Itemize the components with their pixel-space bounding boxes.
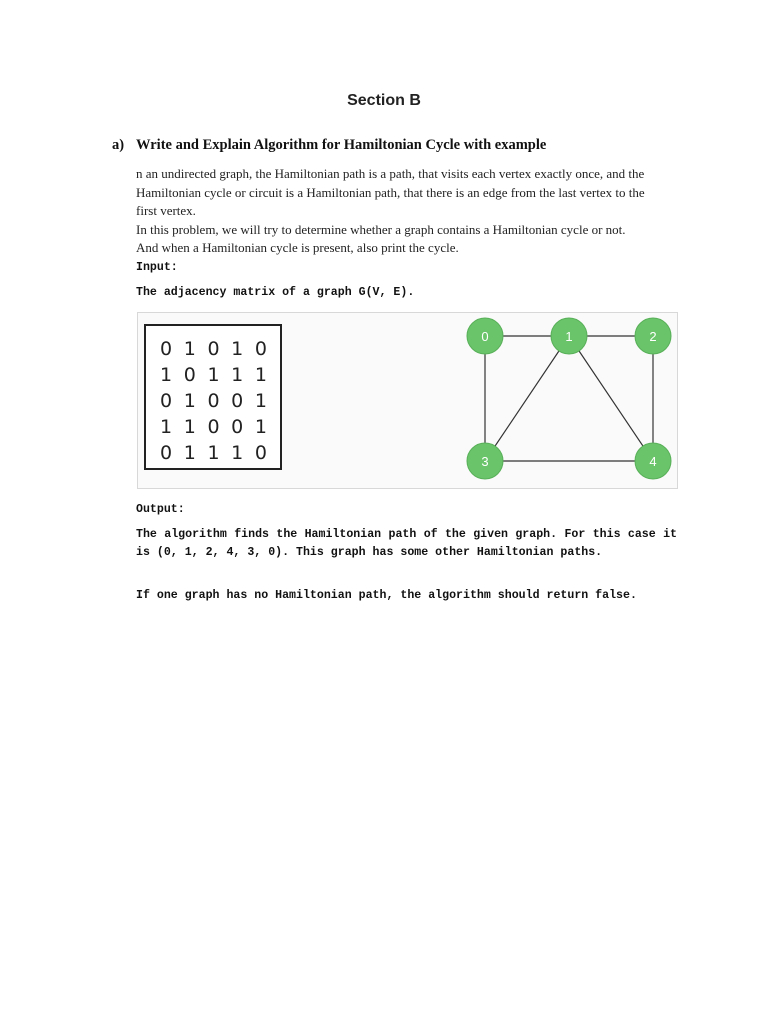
graph-node-1 (551, 318, 587, 354)
output-text-2: If one graph has no Hamiltonian path, the algorithm should return false. (136, 589, 637, 602)
intro-line: And when a Hamiltonian cycle is present, also print the cycle. (136, 240, 459, 255)
matrix-cell: 0 (231, 390, 244, 412)
matrix-cell: 1 (254, 390, 267, 412)
matrix-cell: 1 (160, 416, 173, 438)
section-title: Section B (347, 92, 421, 109)
matrix-cell: 0 (183, 364, 196, 386)
matrix-cell: 1 (207, 364, 220, 386)
matrix-cell: 0 (254, 442, 267, 464)
edge-1-4 (569, 336, 653, 461)
matrix-cell: 1 (254, 416, 267, 438)
node-2-label: 2 (649, 329, 657, 344)
edge-1-3 (485, 336, 569, 461)
matrix-cell: 1 (231, 338, 244, 360)
output-label: Output: (136, 503, 185, 516)
graph-edges (485, 336, 653, 461)
matrix-cell: 1 (183, 390, 196, 412)
matrix-cell: 1 (254, 364, 267, 386)
matrix-cell: 0 (207, 338, 220, 360)
graph-node-0 (467, 318, 503, 354)
matrix-cell: 0 (207, 390, 220, 412)
matrix-cell: 0 (160, 442, 173, 464)
input-label: Input: (136, 261, 178, 274)
matrix-cell: 0 (254, 338, 267, 360)
question-heading (112, 137, 546, 154)
question-text: Write and Explain Algorithm for Hamiltonian Cycle with example (136, 137, 547, 153)
output-text-1: The algorithm finds the Hamiltonian path of the given graph. For this case it is (0, 1, 2, 4, 3, 0). This graph has some other Hamiltonian paths. (136, 528, 677, 559)
matrix-cell: 1 (160, 364, 173, 386)
matrix-cell: 0 (160, 338, 173, 360)
matrix-cell: 1 (183, 338, 196, 360)
intro-line: In this problem, we will try to determine whether a graph contains a Hamiltonian cycle or not. (136, 221, 626, 237)
matrix-cell: 0 (231, 416, 244, 438)
question-label: a) (112, 137, 125, 153)
node-4-label: 4 (649, 454, 657, 469)
input-text: The adjacency matrix of a graph G(V, E). (136, 286, 415, 299)
intro-paragraph (136, 165, 681, 258)
matrix-cell: 1 (183, 416, 196, 438)
intro-line: n an undirected graph, the Hamiltonian path is a path, that visits each vertex exactly once, and the (136, 166, 645, 181)
graph-node-4 (635, 443, 671, 479)
graph-diagram (138, 313, 677, 488)
matrix-cell: 1 (183, 442, 196, 464)
node-0-label: 0 (481, 329, 489, 344)
graph-node-3 (467, 443, 503, 479)
matrix-cell: 1 (207, 442, 220, 464)
intro-line: first vertex. (136, 203, 196, 218)
matrix-cell: 1 (231, 442, 244, 464)
node-1-label: 1 (565, 329, 573, 344)
graph-node-2 (635, 318, 671, 354)
node-3-label: 3 (481, 454, 489, 469)
matrix-cell: 1 (231, 364, 244, 386)
intro-line: Hamiltonian cycle or circuit is a Hamiltonian path, that there is an edge from the last vertex to the (136, 184, 645, 200)
example-figure (137, 312, 678, 489)
matrix-cell: 0 (207, 416, 220, 438)
matrix-cell: 0 (160, 390, 173, 412)
